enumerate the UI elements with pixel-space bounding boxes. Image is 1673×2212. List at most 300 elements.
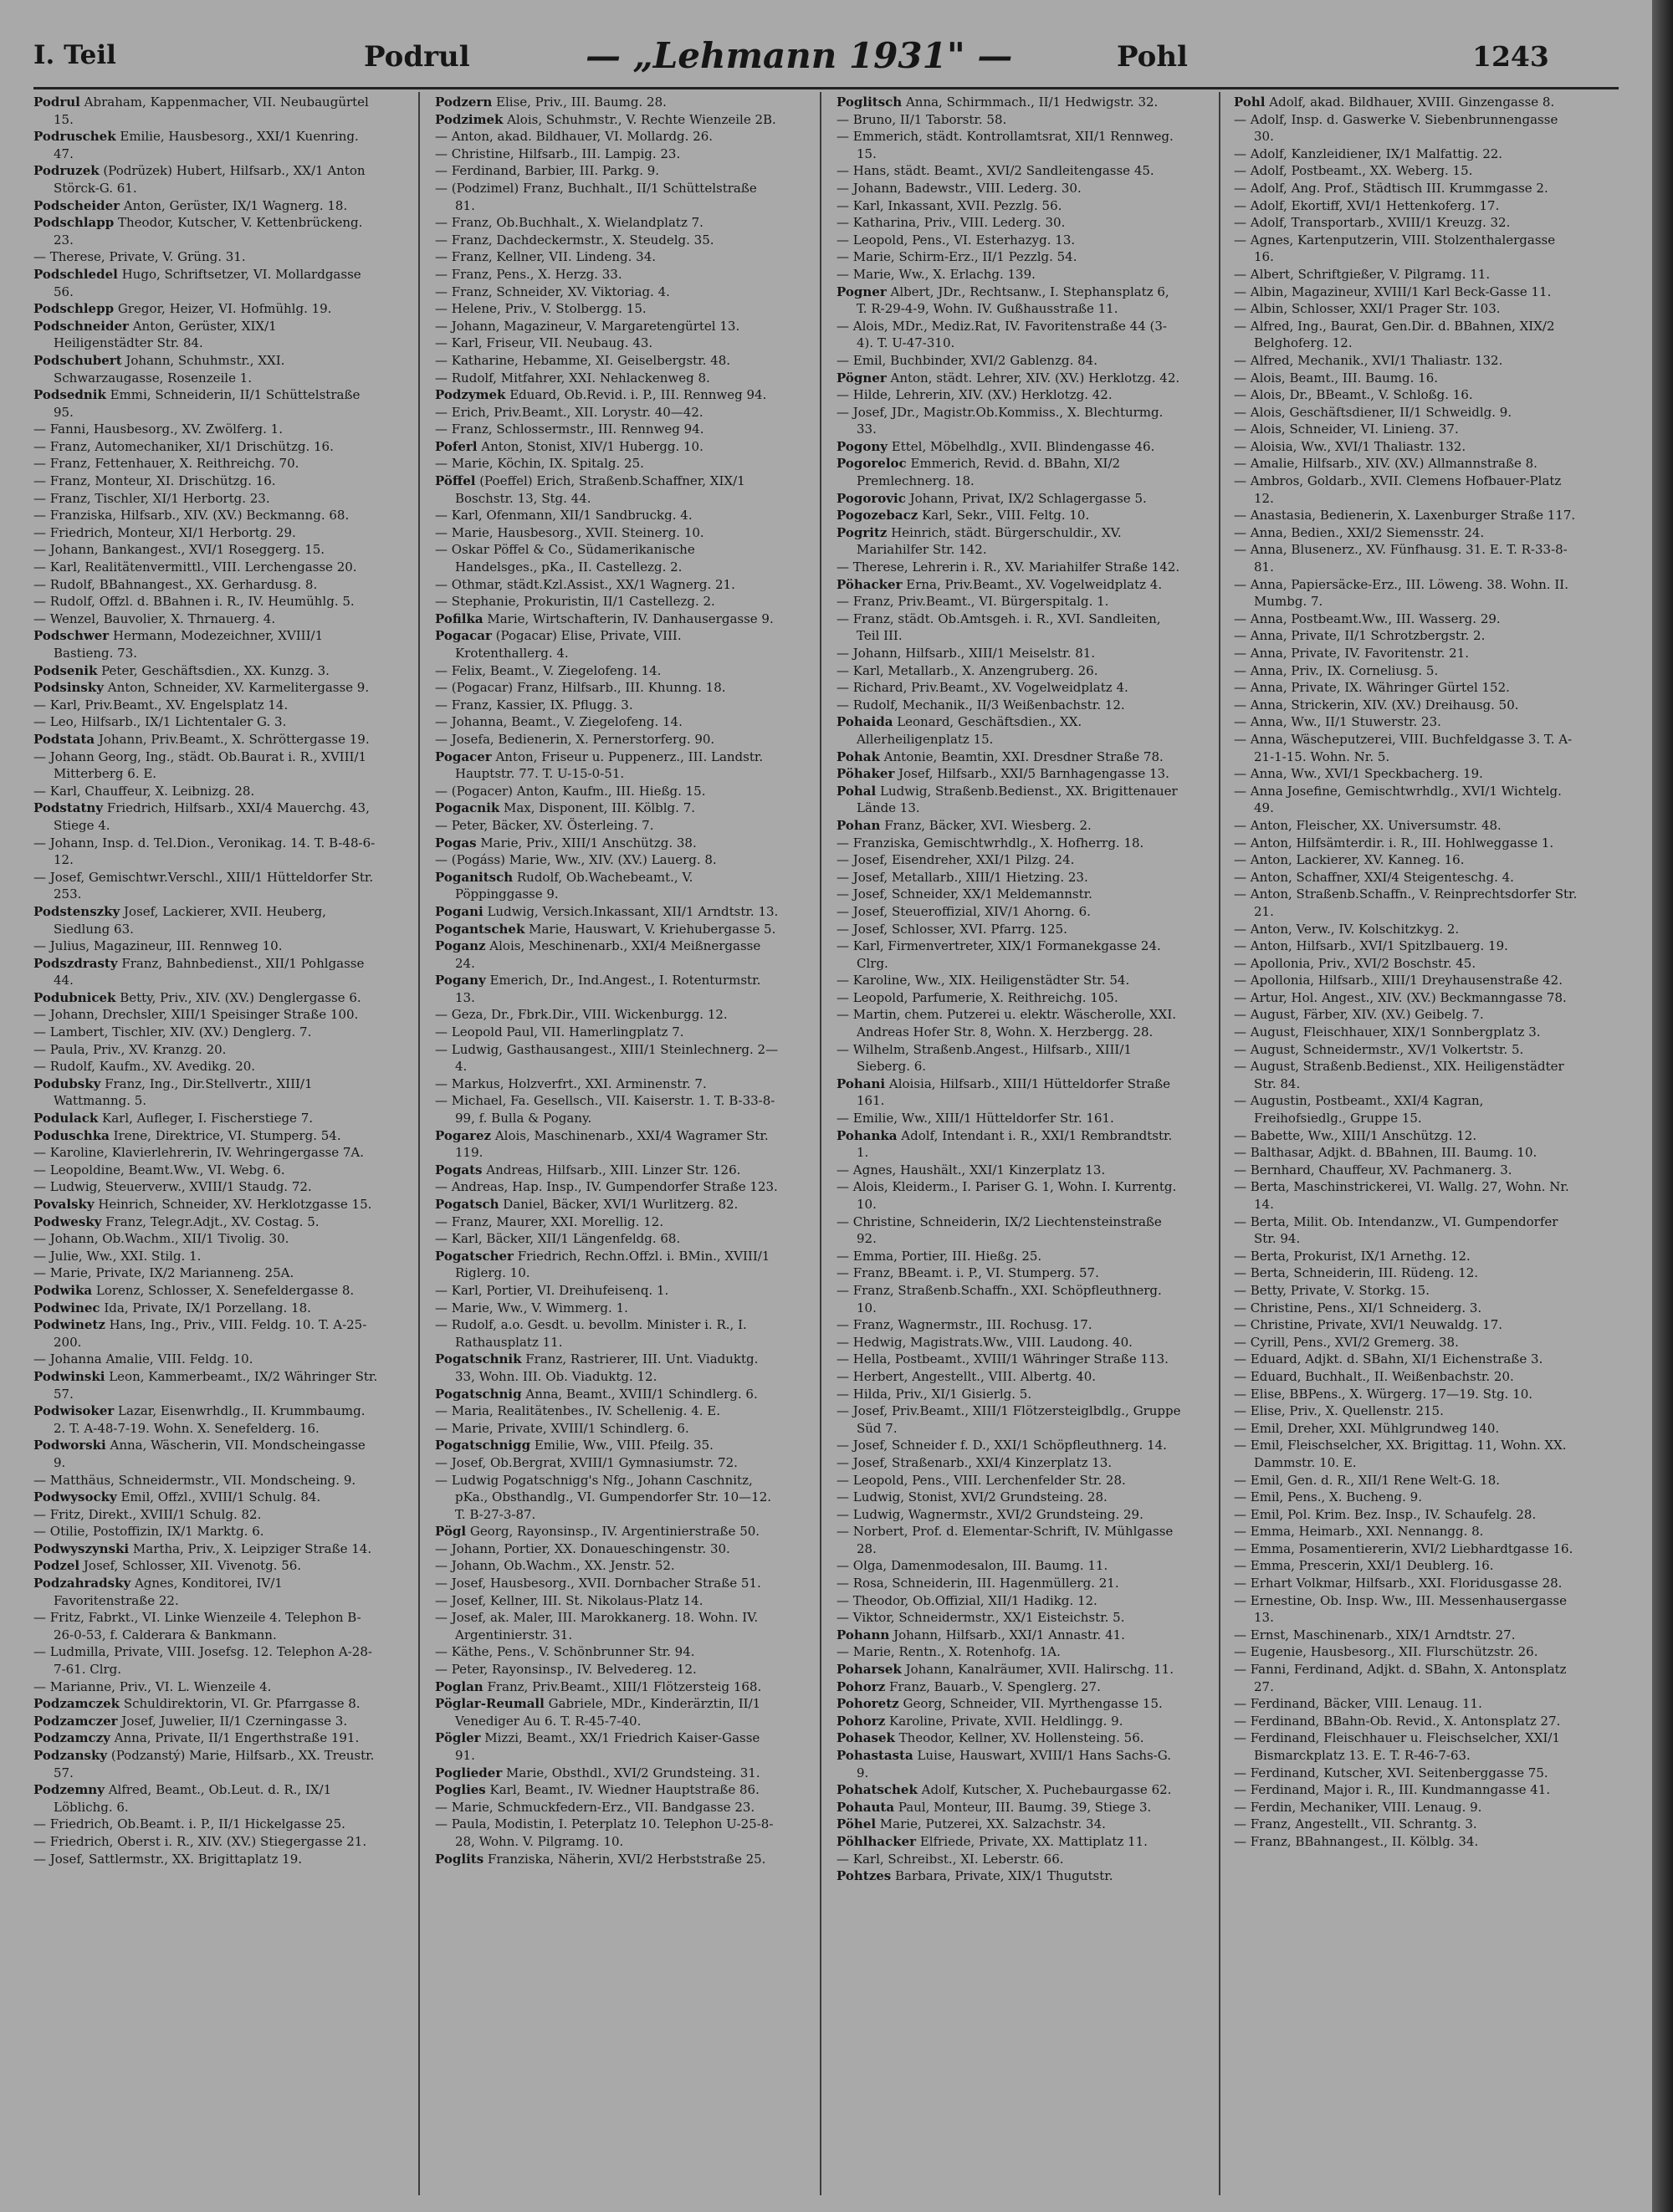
entry-surname: Podwika	[33, 1282, 93, 1298]
directory-entry	[836, 128, 1181, 162]
entry-details: Luise, Hauswart, XVIII/1 Hans Sachs-G. 9.	[857, 1748, 1171, 1780]
entry-details: — Johann Georg, Ing., städt. Ob.Baurat i. R., XVIII/1 Mitterberg 6. E.	[33, 748, 367, 782]
entry-details: — Josef, Schlosser, XVI. Pfarrg. 125.	[836, 921, 1067, 937]
entry-details: — Rudolf, Kaufm., XV. Avedikg. 20.	[33, 1059, 256, 1075]
entry-details: — Herbert, Angestellt., VIII. Albertg. 40.	[836, 1368, 1097, 1384]
entry-details: — Friedrich, Ob.Beamt. i. P., II/1 Hickelgasse 25.	[33, 1816, 345, 1832]
entry-details: Johann, Priv.Beamt., X. Schröttergasse 19.	[95, 731, 370, 747]
directory-entry	[435, 370, 780, 387]
directory-entry	[836, 817, 1181, 835]
directory-entry	[1234, 1178, 1578, 1213]
directory-entry	[435, 507, 780, 524]
directory-entry	[33, 197, 378, 215]
directory-entry	[836, 1437, 1181, 1454]
entry-details: — Adolf, Ekortiff, XVI/1 Hettenkoferg. 17.	[1234, 197, 1500, 213]
directory-entry	[33, 214, 378, 248]
directory-entry	[435, 1575, 780, 1592]
directory-entry	[1234, 1127, 1578, 1145]
entry-details: — Käthe, Pens., V. Schönbrunner Str. 94.	[435, 1644, 695, 1660]
entry-surname: Pögner	[836, 370, 887, 386]
directory-entry	[836, 593, 1181, 610]
entry-details: — Anton, Fleischer, XX. Universumstr. 48.	[1234, 817, 1502, 833]
directory-entry	[1234, 1575, 1578, 1592]
directory-entry	[33, 1058, 378, 1075]
entry-surname: Pofilka	[435, 610, 483, 626]
directory-entry	[836, 921, 1181, 938]
directory-entry	[435, 1765, 780, 1782]
entry-details: — (Pogáss) Marie, Ww., XIV. (XV.) Lauerg. 8.	[435, 852, 717, 868]
entry-details: — Franz, Tischler, XI/1 Herbortg. 23.	[33, 490, 270, 506]
directory-entry	[33, 835, 378, 869]
entry-details: — Karl, Bäcker, XII/1 Längenfeldg. 68.	[435, 1231, 681, 1247]
entry-details: — Fanni, Ferdinand, Adjkt. d. SBahn, X. Antonsplatz 27.	[1234, 1662, 1567, 1694]
entry-details: — Emil, Gen. d. R., XII/1 Rene Welt-G. 18.	[1234, 1472, 1501, 1488]
entry-surname: Pogatscher	[435, 1248, 514, 1264]
directory-entry	[836, 1643, 1181, 1661]
directory-entry	[836, 1781, 1181, 1799]
entry-details: Alois, Schuhmstr., V. Rechte Wienzeile 2B.	[503, 111, 776, 127]
entry-details: — August, Schneidermstr., XV/1 Volkertstr. 5.	[1234, 1041, 1524, 1057]
entry-details: — Alois, Schneider, VI. Linieng. 37.	[1234, 421, 1459, 437]
directory-entry	[1234, 1557, 1578, 1575]
directory-entry	[33, 1248, 378, 1265]
column-3	[836, 94, 1181, 2193]
directory-entry	[1234, 1351, 1578, 1368]
entry-details: (Poeffel) Erich, Straßenb.Schaffner, XIX/1 Boschstr. 13, Stg. 44.	[455, 473, 745, 506]
entry-surname: Pogorovic	[836, 490, 906, 506]
directory-entry	[836, 748, 1181, 766]
directory-entry	[435, 473, 780, 507]
column-4	[1234, 94, 1578, 2193]
entry-details: — Theodor, Ob.Offizial, XII/1 Hadikg. 12.	[836, 1592, 1097, 1608]
entry-surname: Pogacnik	[435, 800, 500, 816]
entry-details: — Artur, Hol. Angest., XIV. (XV.) Beckmanngasse 78.	[1234, 989, 1567, 1005]
entry-details: — Eduard, Adjkt. d. SBahn, XI/1 Eichenstraße 3.	[1234, 1351, 1543, 1367]
entry-details: — Emil, Buchbinder, XVI/2 Gablenzg. 84.	[836, 352, 1097, 368]
entry-details: Rudolf, Ob.Wachebeamt., V. Pöppinggasse 9.	[455, 869, 693, 902]
entry-surname: Pogarez	[435, 1127, 492, 1143]
column-2	[435, 94, 780, 2193]
entry-details: — Friedrich, Monteur, XI/1 Herbortg. 29.	[33, 524, 296, 540]
entry-details: — Ludwig, Wagnermstr., XVI/2 Grundsteing. 29.	[836, 1506, 1143, 1522]
entry-details: — Anton, Hilfsämterdir. i. R., III. Hohlweggasse 1.	[1234, 835, 1554, 851]
entry-details: — Therese, Private, V. Grüng. 31.	[33, 249, 246, 265]
directory-entry	[33, 1075, 378, 1110]
directory-entry	[1234, 1816, 1578, 1833]
entry-details: — Leopold, Parfumerie, X. Reithreichg. 105.	[836, 989, 1118, 1005]
entry-details: Alois, Maschinenarb., XXI/4 Wagramer Str. 119.	[455, 1127, 769, 1161]
directory-entry	[435, 1437, 780, 1454]
directory-entry	[435, 162, 780, 180]
directory-entry	[1234, 765, 1578, 783]
directory-entry	[33, 1196, 378, 1213]
entry-details: — (Podzimel) Franz, Buchhalt., II/1 Schüttelstraße 81.	[435, 180, 757, 213]
directory-entry	[1234, 352, 1578, 370]
directory-entry	[836, 1489, 1181, 1506]
directory-entry	[33, 679, 378, 697]
entry-surname: Pogner	[836, 284, 887, 299]
entry-surname: Podubnicek	[33, 989, 116, 1005]
entry-details: — Emma, Prescerin, XXI/1 Deublerg. 16.	[1234, 1558, 1494, 1574]
entry-details: (Podrüzek) Hubert, Hilfsarb., XX/1 Anton Störck-G. 61.	[54, 163, 366, 196]
entry-surname: Podruzek	[33, 163, 100, 179]
directory-entry	[33, 1437, 378, 1471]
entry-details: — Josef, Ob.Bergrat, XVIII/1 Gymnasiumstr. 72.	[435, 1454, 738, 1470]
directory-entry	[836, 1454, 1181, 1472]
entry-details: Johann, Kanalräumer, XVII. Halirschg. 11.	[901, 1662, 1174, 1678]
entry-details: — Cyrill, Pens., XVI/2 Gremerg. 38.	[1234, 1334, 1459, 1350]
directory-entry	[1234, 386, 1578, 404]
entry-surname: Pöhacker	[836, 576, 903, 592]
entry-details: — Franz, Kellner, VII. Lindeng. 34.	[435, 249, 657, 265]
entry-details: Anna, Beamt., XVIII/1 Schindlerg. 6.	[521, 1386, 758, 1402]
entry-details: — Rudolf, BBahnangest., XX. Gerhardusg. 8.	[33, 576, 318, 592]
entry-details: — Anton, akad. Bildhauer, VI. Mollardg. 26.	[435, 129, 714, 145]
entry-details: Heinrich, Schneider, XV. Herklotzgasse 15.	[94, 1197, 372, 1212]
directory-entry	[435, 869, 780, 903]
directory-entry	[33, 1851, 378, 1868]
entry-details: — August, Straßenb.Bedienst., XIX. Heiligenstädter Str. 84.	[1234, 1059, 1564, 1091]
entry-details: — Josefa, Bedienerin, X. Pernerstorferg. 90.	[435, 731, 715, 747]
directory-entry	[1234, 421, 1578, 438]
entry-details: Anton, Gerüster, IX/1 Wagnerg. 18.	[120, 197, 348, 213]
entry-surname: Podschlapp	[33, 215, 115, 231]
directory-entry	[1234, 627, 1578, 645]
directory-entry	[435, 1523, 780, 1540]
entry-details: Alois, Meschinenarb., XXI/4 Meißnergasse 24.	[455, 938, 761, 971]
directory-entry	[435, 300, 780, 318]
entry-details: — Johann, Portier, XX. Donaueschingenstr. 30.	[435, 1540, 730, 1556]
entry-details: — Ambros, Goldarb., XVII. Clemens Hofbauer-Platz 12.	[1234, 473, 1562, 506]
entry-details: — Oskar Pöffel & Co., Südamerikanische Handelsges., pKa., II. Castellezg. 2.	[435, 542, 695, 575]
entry-surname: Podstenszky	[33, 903, 120, 919]
entry-details: Georg, Rayonsinsp., IV. Argentinierstraße 50.	[466, 1524, 760, 1540]
directory-entry	[1234, 94, 1578, 111]
entry-details: — Elise, Priv., X. Quellenstr. 215.	[1234, 1403, 1444, 1419]
entry-details: — Ferdinand, Bäcker, VIII. Lenaug. 11.	[1234, 1696, 1482, 1712]
directory-entry	[33, 937, 378, 955]
entry-details: Abraham, Kappenmacher, VII. Neubaugürtel 15.	[54, 95, 369, 127]
entry-details: Emil, Offzl., XVIII/1 Schulg. 84.	[116, 1489, 321, 1505]
entry-details: — Hans, städt. Beamt., XVI/2 Sandleitengasse 45.	[836, 163, 1154, 179]
entry-details: — August, Färber, XIV. (XV.) Geibelg. 7.	[1234, 1007, 1484, 1023]
directory-entry	[836, 455, 1181, 489]
directory-entry	[836, 662, 1181, 680]
directory-entry	[1234, 318, 1578, 352]
directory-entry	[435, 1316, 780, 1351]
entry-surname: Podszdrasty	[33, 955, 118, 971]
directory-entry	[33, 610, 378, 628]
entry-details: — Franz, Wagnermstr., III. Rochusg. 17.	[836, 1317, 1092, 1333]
entry-details: — (Pogacar) Franz, Hilfsarb., III. Khunng. 18.	[435, 680, 726, 696]
directory-entry	[33, 1678, 378, 1696]
directory-entry	[435, 1472, 780, 1524]
entry-details: — Fritz, Direkt., XVIII/1 Schulg. 82.	[33, 1506, 262, 1522]
entry-details: Aloisia, Hilfsarb., XIII/1 Hütteldorfer Straße 161.	[857, 1075, 1171, 1109]
entry-details: (Pogacar) Elise, Private, VIII. Krotenthallerg. 4.	[455, 628, 682, 661]
directory-entry	[836, 1316, 1181, 1334]
directory-entry	[33, 1144, 378, 1162]
directory-entry	[435, 610, 780, 628]
directory-entry	[836, 1575, 1181, 1592]
directory-entry	[33, 1264, 378, 1282]
directory-entry	[1234, 1781, 1578, 1799]
directory-entry	[836, 1867, 1181, 1885]
entry-details: Anton, Stonist, XIV/1 Hubergg. 10.	[477, 438, 703, 454]
entry-details: Heinrich, städt. Bürgerschuldir., XV. Mariahilfer Str. 142.	[857, 524, 1122, 558]
directory-entry	[836, 697, 1181, 714]
directory-entry	[33, 490, 378, 508]
directory-entry	[33, 1781, 378, 1816]
directory-entry	[33, 1230, 378, 1248]
directory-entry	[33, 438, 378, 456]
directory-entry	[435, 1127, 780, 1162]
directory-entry	[836, 248, 1181, 266]
entry-surname: Podschwer	[33, 628, 110, 644]
entry-surname: Podzern	[435, 95, 493, 110]
entry-details: — Anton, Schaffner, XXI/4 Steigenteschg. 4.	[1234, 869, 1514, 885]
entry-surname: Podsinsky	[33, 680, 104, 696]
entry-surname: Pogani	[435, 903, 483, 919]
entry-details: — Emma, Posamentiererin, XVI/2 Liebhardtgasse 16.	[1234, 1540, 1573, 1556]
entry-details: — Marie, Private, IX/2 Marianneng. 25A.	[33, 1265, 294, 1281]
directory-entry	[836, 886, 1181, 903]
entry-details: — Johann, Bankangest., XVI/1 Roseggerg. 15.	[33, 542, 325, 558]
directory-entry	[435, 1661, 780, 1678]
entry-surname: Poglitsch	[836, 95, 903, 110]
entry-details: — Eugenie, Hausbesorg., XII. Flurschützstr. 26.	[1234, 1644, 1538, 1660]
entry-details: Gabriele, MDr., Kinderärztin, II/1 Venediger Au 6. T. R-45-7-40.	[455, 1696, 761, 1729]
entry-details: Marie, Priv., XIII/1 Anschützg. 38.	[476, 835, 697, 851]
entry-details: — Rudolf, Offzl. d. BBahnen i. R., IV. Heumühlg. 5.	[33, 594, 355, 610]
entry-details: — Christine, Pens., XI/1 Schneiderg. 3.	[1234, 1300, 1482, 1315]
directory-entry	[435, 266, 780, 284]
entry-details: Adolf, akad. Bildhauer, XVIII. Ginzengasse 8.	[1265, 95, 1555, 110]
entry-surname: Podsenik	[33, 662, 98, 678]
directory-entry	[1234, 404, 1578, 421]
entry-surname: Pogatsch	[435, 1197, 499, 1212]
entry-details: — Franz, BBahnangest., II. Kölblg. 34.	[1234, 1833, 1479, 1849]
directory-entry	[836, 835, 1181, 852]
entry-details: — Anna Josefine, Gemischtwrhdlg., XVI/1 Wichtelg. 49.	[1234, 783, 1562, 816]
entry-details: — Franziska, Gemischtwrhdlg., X. Hofherrg. 18.	[836, 835, 1144, 851]
entry-details: — Josef, Schneider f. D., XXI/1 Schöpfleuthnerg. 14.	[836, 1438, 1167, 1453]
entry-details: — Ferdinand, Major i. R., III. Kundmanngasse 41.	[1234, 1782, 1551, 1798]
entry-details: — Elise, BBPens., X. Würgerg. 17—19. Stg. 10.	[1234, 1386, 1533, 1402]
entry-details: Anton, städt. Lehrer, XIV. (XV.) Herklotzg. 42.	[886, 370, 1180, 386]
entry-details: Friedrich, Hilfsarb., XXI/4 Mauerchg. 43, Stiege 4.	[54, 800, 370, 833]
entry-surname: Pohoretz	[836, 1696, 899, 1712]
directory-entry	[33, 1506, 378, 1524]
entry-surname: Pöhaker	[836, 766, 895, 782]
entry-details: Ida, Private, IX/1 Porzellang. 18.	[100, 1300, 311, 1315]
entry-surname: Pogatschnig	[435, 1386, 522, 1402]
entry-surname: Podstatny	[33, 800, 104, 816]
entry-surname: Poganz	[435, 938, 486, 954]
entry-surname: Pohastasta	[836, 1748, 913, 1763]
entry-details: — Michael, Fa. Gesellsch., VII. Kaiserstr. 1. T. B-33-8-99, f. Bulla & Pogany.	[435, 1093, 775, 1126]
directory-entry	[435, 404, 780, 421]
entry-details: — Leopold, Pens., VI. Esterhazyg. 13.	[836, 232, 1076, 248]
entry-details: — Eduard, Buchhalt., II. Weißenbachstr. 20.	[1234, 1368, 1514, 1384]
directory-entry	[836, 1816, 1181, 1833]
entry-details: Franz, Ing., Dir.Stellvertr., XIII/1 Wattmanng. 5.	[54, 1075, 313, 1109]
entry-surname: Podschlepp	[33, 301, 115, 317]
entry-details: Marie, Hauswart, V. Kriehubergasse 5.	[524, 921, 776, 937]
directory-entry	[435, 1420, 780, 1438]
entry-details: — Johann, Insp. d. Tel.Dion., Veronikag. 14. T. B-48-6-12.	[33, 835, 376, 868]
directory-entry	[435, 214, 780, 232]
directory-entry	[435, 1402, 780, 1420]
directory-entry	[836, 1334, 1181, 1351]
entry-details: (Podzanstý) Marie, Hilfsarb., XX. Treustr. 57.	[54, 1748, 375, 1780]
column-divider	[1219, 92, 1220, 2195]
entry-details: Betty, Priv., XIV. (XV.) Denglergasse 6.	[115, 989, 361, 1005]
entry-details: Ludwig, Versich.Inkassant, XII/1 Arndtstr. 13.	[483, 903, 779, 919]
entry-details: — Leo, Hilfsarb., IX/1 Lichtentaler G. 3.	[33, 714, 287, 730]
directory-entry	[1234, 1041, 1578, 1059]
publication-title: — „Lehmann 1931" —	[586, 35, 1013, 76]
directory-entry	[836, 1472, 1181, 1489]
directory-entry	[435, 593, 780, 610]
directory-entry	[435, 1592, 780, 1610]
entry-details: — Franz, Schneider, XV. Viktoriag. 4.	[435, 284, 670, 299]
entry-details: Johann, Hilfsarb., XXI/1 Annastr. 41.	[889, 1627, 1125, 1642]
directory-entry	[1234, 1472, 1578, 1489]
entry-details: — Lambert, Tischler, XIV. (XV.) Denglerg. 7.	[33, 1024, 312, 1040]
entry-details: — Olga, Damenmodesalon, III. Baumg. 11.	[836, 1558, 1108, 1574]
directory-entry	[435, 94, 780, 111]
entry-surname: Pögl	[435, 1524, 467, 1540]
column-divider	[418, 92, 420, 2195]
directory-entry	[435, 1230, 780, 1248]
entry-details: — Anton, Straßenb.Schaffn., V. Reinprechtsdorfer Str. 21.	[1234, 886, 1578, 919]
entry-details: — Rosa, Schneiderin, III. Hagenmüllerg. 21.	[836, 1576, 1119, 1591]
directory-entry	[836, 1041, 1181, 1075]
entry-details: — Franz, Pens., X. Herzg. 33.	[435, 266, 622, 282]
directory-entry	[435, 284, 780, 301]
page-number: 1243	[1472, 40, 1549, 73]
directory-entry	[33, 576, 378, 594]
entry-details: — Johann, Badewstr., VIII. Lederg. 30.	[836, 180, 1082, 196]
entry-details: Barbara, Private, XIX/1 Thugutstr.	[891, 1868, 1113, 1884]
directory-entry	[1234, 921, 1578, 938]
entry-details: — Rudolf, Mitfahrer, XXI. Nehlackenweg 8.	[435, 370, 710, 386]
entry-details: — Franz, BBeamt. i. P., VI. Stumperg. 57.	[836, 1265, 1099, 1281]
directory-entry	[1234, 1643, 1578, 1661]
entry-details: — Karl, Inkassant, XVII. Pezzlg. 56.	[836, 197, 1062, 213]
directory-entry	[435, 817, 780, 835]
directory-entry	[1234, 1162, 1578, 1179]
directory-entry	[33, 1609, 378, 1643]
entry-details: — Emma, Heimarb., XXI. Nennangg. 8.	[1234, 1524, 1484, 1540]
entry-surname: Podrul	[33, 95, 80, 110]
directory-entry	[435, 1695, 780, 1729]
directory-entry	[836, 783, 1181, 817]
directory-entry	[33, 94, 378, 128]
directory-entry	[1234, 1300, 1578, 1317]
directory-entry	[1234, 851, 1578, 869]
directory-entry	[33, 473, 378, 490]
entry-details: — Anton, Lackierer, XV. Kanneg. 16.	[1234, 852, 1465, 868]
entry-surname: Podwisoker	[33, 1403, 115, 1419]
entry-details: Josef, Schlosser, XII. Vivenotg. 56.	[79, 1558, 302, 1574]
directory-entry	[435, 421, 780, 438]
directory-entry	[1234, 972, 1578, 989]
directory-entry	[435, 1300, 780, 1317]
entry-details: Mizzi, Beamt., XX/1 Friedrich Kaiser-Gasse 91.	[455, 1730, 760, 1763]
entry-details: — Josef, Metallarb., XIII/1 Hietzing. 23.	[836, 869, 1088, 885]
directory-entry	[836, 937, 1181, 972]
directory-entry	[435, 1041, 780, 1075]
directory-entry	[1234, 232, 1578, 266]
entry-details: — (Pogacer) Anton, Kaufm., III. Hießg. 15.	[435, 783, 706, 799]
directory-entry	[33, 1695, 378, 1713]
entry-details: Lorenz, Schlosser, X. Senefeldergasse 8.	[92, 1282, 355, 1298]
directory-entry	[836, 490, 1181, 508]
entry-surname: Poganitsch	[435, 869, 514, 885]
entry-details: Alfred, Beamt., Ob.Leut. d. R., IX/1 Löblichg. 6.	[54, 1782, 332, 1815]
entry-details: Johann, Privat, IX/2 Schlagergasse 5.	[905, 490, 1147, 506]
column-1	[33, 94, 378, 2193]
entry-details: — Ludwig, Steuerverw., XVIII/1 Staudg. 72.	[33, 1179, 312, 1195]
directory-entry	[1234, 679, 1578, 697]
directory-entry	[836, 1729, 1181, 1747]
directory-entry	[435, 232, 780, 249]
directory-entry	[435, 1609, 780, 1643]
directory-entry	[836, 1627, 1181, 1644]
directory-entry	[1234, 783, 1578, 817]
entry-details: — Karl, Firmenvertreter, XIX/1 Formanekgasse 24. Clrg.	[836, 938, 1161, 971]
entry-details: — Johann, Ob.Wachm., XX. Jenstr. 52.	[435, 1558, 675, 1574]
directory-entry	[836, 524, 1181, 559]
directory-entry	[1234, 214, 1578, 232]
directory-entry	[1234, 1627, 1578, 1644]
entry-details: — Karl, Chauffeur, X. Leibnizg. 28.	[33, 783, 255, 799]
entry-details: — Josef, Gemischtwr.Verschl., XIII/1 Hütteldorfer Str. 253.	[33, 869, 374, 902]
entry-details: — Josef, Hausbesorg., XVII. Dornbacher Straße 51.	[435, 1576, 761, 1591]
directory-entry	[33, 1489, 378, 1506]
entry-details: — Amalie, Hilfsarb., XIV. (XV.) Allmannstraße 8.	[1234, 456, 1537, 472]
directory-entry	[33, 266, 378, 300]
directory-entry	[33, 1300, 378, 1317]
entry-details: — Marie, Köchin, IX. Spitalg. 25.	[435, 456, 644, 472]
directory-entry	[435, 799, 780, 817]
entry-details: — Emil, Dreher, XXI. Mühlgrundweg 140.	[1234, 1420, 1500, 1436]
entry-details: — Hilda, Priv., XI/1 Gisierlg. 5.	[836, 1386, 1032, 1402]
directory-entry	[1234, 1799, 1578, 1816]
directory-entry	[435, 352, 780, 370]
entry-details: — Christine, Private, XVI/1 Neuwaldg. 17.	[1234, 1317, 1503, 1333]
entry-details: — Fanni, Hausbesorg., XV. Zwölferg. 1.	[33, 421, 283, 437]
directory-entry	[836, 765, 1181, 783]
directory-entry	[836, 284, 1181, 318]
directory-entry	[33, 799, 378, 834]
entry-details: — Agnes, Haushält., XXI/1 Kinzerplatz 13.	[836, 1162, 1106, 1178]
entry-details: — Martin, chem. Putzerei u. elektr. Wäscherolle, XXI. Andreas Hofer Str. 8, Wohn. X. Herzbergg. 28.	[836, 1007, 1177, 1040]
directory-entry	[1234, 146, 1578, 163]
directory-entry	[435, 455, 780, 473]
directory-entry	[33, 1162, 378, 1179]
entry-details: — Adolf, Insp. d. Gaswerke V. Siebenbrunnengasse 30.	[1234, 111, 1558, 145]
entry-details: — Anna, Wäscheputzerei, VIII. Buchfeldgasse 3. T. A-21-1-15. Wohn. Nr. 5.	[1234, 731, 1573, 764]
entry-details: Anna, Schirmmach., II/1 Hedwigstr. 32.	[902, 95, 1159, 110]
entry-surname: Pogony	[836, 438, 888, 454]
last-entry-word: Pohl	[1117, 40, 1188, 74]
entry-details: Anna, Wäscherin, VII. Mondscheingasse 9.	[54, 1438, 366, 1470]
entry-details: — Marie, Schirm-Erz., II/1 Pezzlg. 54.	[836, 249, 1077, 265]
directory-entry	[1234, 111, 1578, 146]
